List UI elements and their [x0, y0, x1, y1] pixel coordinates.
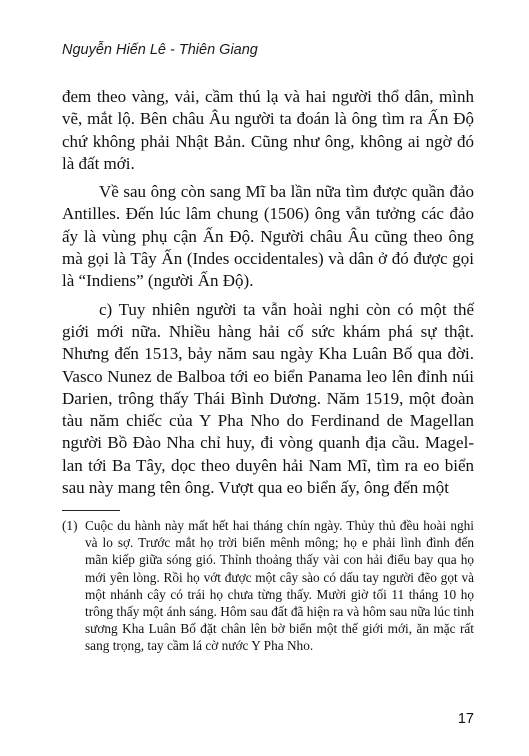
footnote-text: Cuộc du hành này mất hết hai tháng chín ngày. Thủy thủ đều hoài nghi và lo sợ. Trước mắt họ trời biển mênh mông; họ e phải lình đình đến mãn kiếp giữa sóng gió. Thỉnh thoảng thấy vài con hải điểu bay qua họ mới yên lòng. Rồi họ vớt được một cây sào có dấu tay người đẽo gọt và một nhánh cây có trái họ chưa từng thấy. Mười giờ tối 11 tháng 10 họ trông thấy một ánh sáng. Hôm sau đất đã hiện ra và hôm sau nữa lúc tinh sương Kha Luân Bố đặt chân lên bờ biển một thế giới mới, ăn mặc rất sang trọng, tay cầm lá cờ nước Y Pha Nho. [85, 518, 474, 654]
footnote-divider [62, 510, 120, 511]
main-text [62, 86, 474, 499]
paragraph-magellan: c) Tuy nhiên người ta vẫn hoài nghi còn có một thế giới mới nữa. Nhiều hàng hải cố sức khám phá sự thật. Nhưng đến 1513, bảy năm sau ngày Kha Luân Bố qua đời. Vasco Nunez de Balboa tới eo biển Panama leo lên đỉnh núi Darien, trông thấy Thái Bình Dương. Năm 1519, một đoàn tàu năm chiếc của Y Pha Nho do Ferdinand de Magellan người Bồ Đào Nha chỉ huy, đi vòng quanh địa cầu. Magellan tới Ba Tây, dọc theo duyên hải Nam Mĩ, tìm ra eo biển sau này mang tên ông. Vượt qua eo biển ấy, ông đến một [62, 299, 474, 498]
paragraph-continuation: đem theo vàng, vải, cầm thú lạ và hai người thổ dân, mình vẽ, mắt lộ. Bên châu Âu người ta đoán là ông tìm ra Ấn Độ chứ không phải Nhật Bản. Cũng như ông, không ai ngờ đó là đất mới. [62, 87, 474, 173]
page-number: 17 [457, 711, 474, 727]
paragraph-antilles: Về sau ông còn sang Mĩ ba lần nữa tìm được quần đảo Antilles. Đến lúc lâm chung (1506) ông vẫn tưởng các đảo ấy là vùng phụ cận Ấn Độ. Người châu Âu cũng theo ông mà gọi là Tây Ấn (Indes occidentales) và dân ở đó được gọi là “Indiens” (người Ấn Độ). [62, 182, 474, 291]
footnote [62, 517, 474, 655]
running-header: Nguyễn Hiến Lê - Thiên Giang [62, 42, 258, 58]
footnote-marker: (1) [62, 518, 78, 533]
